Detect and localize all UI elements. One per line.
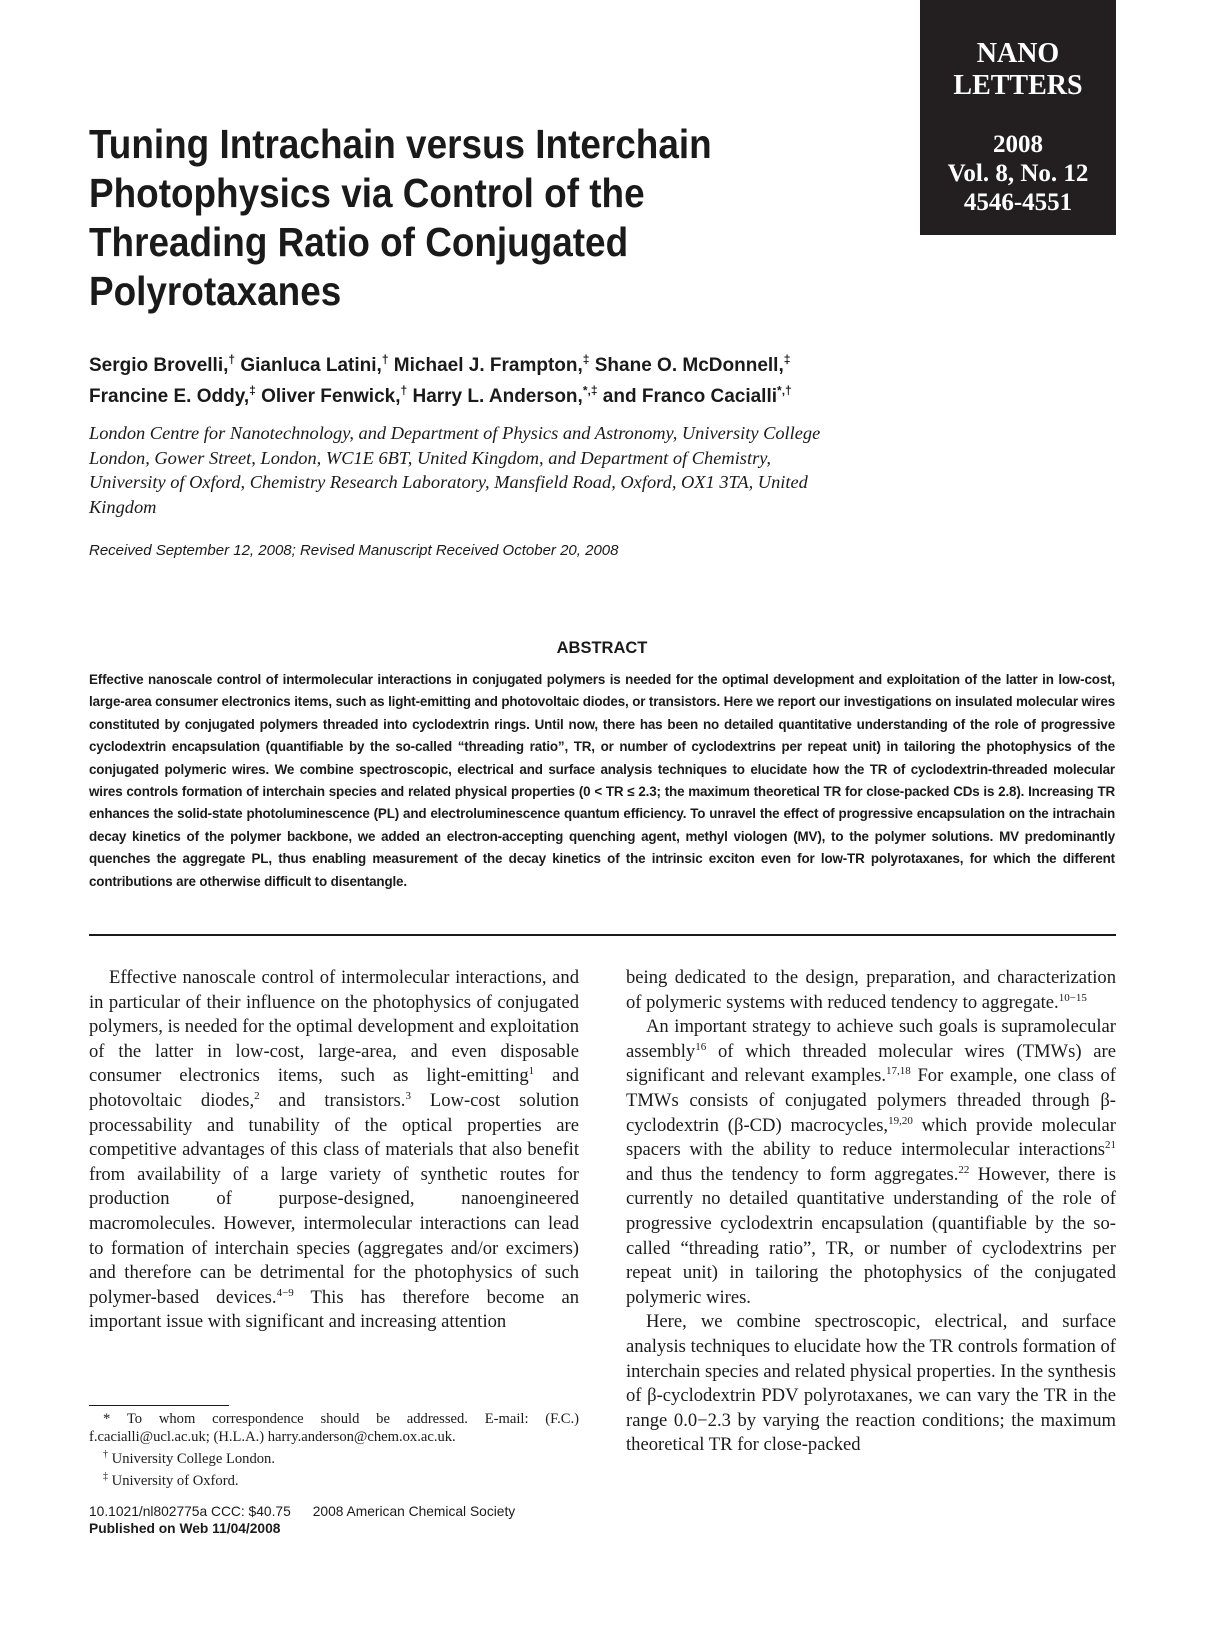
- body-column-right: [626, 966, 1116, 1458]
- doi: 10.1021/nl802775a CCC: $40.75: [89, 1504, 291, 1519]
- author: Harry L. Anderson,*,‡: [412, 383, 598, 407]
- author-list: [89, 348, 919, 409]
- author: Gianluca Latini,†: [240, 353, 389, 377]
- publication-info: [89, 1503, 689, 1537]
- citation: 17,18: [886, 1065, 911, 1078]
- citation: 16: [695, 1040, 707, 1053]
- paragraph: Effective nanoscale control of intermolecular interactions, and in particular of their influence on the photophysics of conjugated polymers, is needed for the optimal development and exploitation of the latter in low-cost, large-area, and even disposable consumer electronics items, such as light-emitting$^1$ and photovoltaic diodes,$^2$ and transistors.$^3$ Low-cost solution processability and tunability of the optical properties are competitive advantages of this class of materials that also benefit from availability of a large variety of synthetic routes for production of purpose-designed, nanoengineered macromolecules. However, intermolecular interactions can lead to formation of interchain species (aggregates and/or excimers) and therefore can be detrimental for the photophysics of such polymer-based devices.$^{4-9}$ This has therefore become an important issue with significant and increasing attention: [89, 967, 580, 1333]
- citation: 1: [528, 1065, 535, 1078]
- paragraph: Here, we combine spectroscopic, electrical, and surface analysis techniques to elucidate how the TR controls formation of interchain species and related physical properties. In the synthesis of β-cyclodextrin PDV polyrotaxanes, we can vary the TR in the range 0.0−2.3 by varying the reaction conditions; the maximum theoretical TR for close-packed: [626, 1311, 1116, 1456]
- section-divider: [89, 934, 1116, 936]
- journal-issue: [920, 130, 1116, 217]
- citation: 19,20: [888, 1114, 913, 1127]
- author: Francine E. Oddy,‡: [89, 383, 256, 407]
- journal-name-line1: NANO: [976, 38, 1060, 69]
- paragraph: being dedicated to the design, preparation, and characterization of polymeric systems with reduced tendency to aggregate.$^{10-15}$: [626, 967, 1116, 1013]
- author: Sergio Brovelli,†: [89, 353, 236, 377]
- affiliation: London Centre for Nanotechnology, and Department of Physics and Astronomy, University College London, Gower Street, London, WC1E 6BT, United Kingdom, and Department of Chemistry, University of Oxford, Chemistry Research Laboratory, Mansfield Road, Oxford, OX1 3TA, United Kingdom: [89, 423, 821, 517]
- journal-name: [920, 38, 1116, 102]
- received-dates: Received September 12, 2008; Revised Manuscript Received October 20, 2008: [89, 542, 619, 559]
- paragraph: An important strategy to achieve such goals is supramolecular assembly$^{16}$ of which threaded molecular wires (TMWs) are significant and relevant examples.$^{17,18}$ For example, one class of TMWs consists of conjugated polymers threaded through β-cyclodextrin (β-CD) macrocycles,$^{19,20}$ which provide molecular spacers with the ability to reduce intermolecular interactions$^{21}$ and thus the tendency to form aggregates.$^{22}$ However, there is currently no detailed quantitative understanding of the role of progressive cyclodextrin encapsulation (quantifiable by the so-called “threading ratio”, TR, or number of cyclodextrins per repeat unit) in tailoring the photophysics of the conjugated polymeric wires.: [626, 1016, 1117, 1308]
- citation: 10−15: [1058, 991, 1087, 1004]
- author: Oliver Fenwick,†: [261, 383, 408, 407]
- copyright: 2008 American Chemical Society: [312, 1504, 516, 1519]
- journal-year: 2008: [993, 131, 1043, 158]
- journal-pages: 4546-4551: [963, 189, 1073, 216]
- footnote-dagger: † University College London.: [103, 1449, 275, 1467]
- journal-name-line2: LETTERS: [953, 70, 1083, 101]
- author: Michael J. Frampton,‡: [393, 353, 590, 377]
- author: Shane O. McDonnell,‡: [594, 353, 791, 377]
- citation: 2: [254, 1089, 260, 1102]
- abstract-heading: ABSTRACT: [556, 639, 648, 657]
- author: and Franco Cacialli*,†: [602, 383, 792, 407]
- footnotes: [89, 1411, 579, 1491]
- journal-volume: Vol. 8, No. 12: [947, 160, 1089, 187]
- footnote-ddagger: ‡ University of Oxford.: [103, 1471, 239, 1490]
- citation: 21: [1105, 1138, 1116, 1151]
- footnote-correspondence: * To whom correspondence should be addressed. E-mail: (F.C.) f.cacialli@ucl.ac.uk; (H.L.A.) harry.anderson@chem.ox.ac.uk.: [89, 1411, 579, 1445]
- body-column-left: [89, 966, 579, 1335]
- citation: 4−9: [276, 1286, 294, 1299]
- abstract-text: Effective nanoscale control of intermolecular interactions in conjugated polymers is needed for the optimal development and exploitation of the latter in low-cost, large-area consumer electronics items, such as light-emitting and photovoltaic diodes, or transistors. Here we report our investigations on insulated molecular wires constituted by conjugated polymers threaded into cyclodextrin rings. Until now, there has been no detailed quantitative understanding of the role of progressive cyclodextrin encapsulation (quantifiable by the so-called “threading ratio”, TR, or number of cyclodextrins per repeat unit) in tailoring the photophysics of the conjugated polymeric wires. We combine spectroscopic, electrical and surface analysis techniques to elucidate how the TR of cyclodextrin-threaded molecular wires controls formation of interchain species and related physical properties (0 < TR ≤ 2.3; the maximum theoretical TR for close-packed CDs is 2.8). Increasing TR enhances the solid-state photoluminescence (PL) and electroluminescence quantum efficiency. To unravel the effect of progressive encapsulation on the intrachain decay kinetics of the polymer backbone, we added an electron-accepting quenching agent, methyl viologen (MV), to the polymer solutions. MV predominantly quenches the aggregate PL, thus enabling measurement of the decay kinetics of the intrinsic exciton even for low-TR polyrotaxanes, for which the different contributions are otherwise difficult to disentangle.: [89, 672, 1115, 889]
- citation: 3: [405, 1089, 411, 1102]
- citation: 22: [958, 1163, 970, 1176]
- published-date: Published on Web 11/04/2008: [89, 1521, 281, 1536]
- footnote-divider: [89, 1405, 229, 1406]
- journal-badge: [920, 0, 1116, 235]
- article-title: Tuning Intrachain versus Interchain Photophysics via Control of the Threading Ratio of Conjugated Polyrotaxanes: [89, 121, 712, 314]
